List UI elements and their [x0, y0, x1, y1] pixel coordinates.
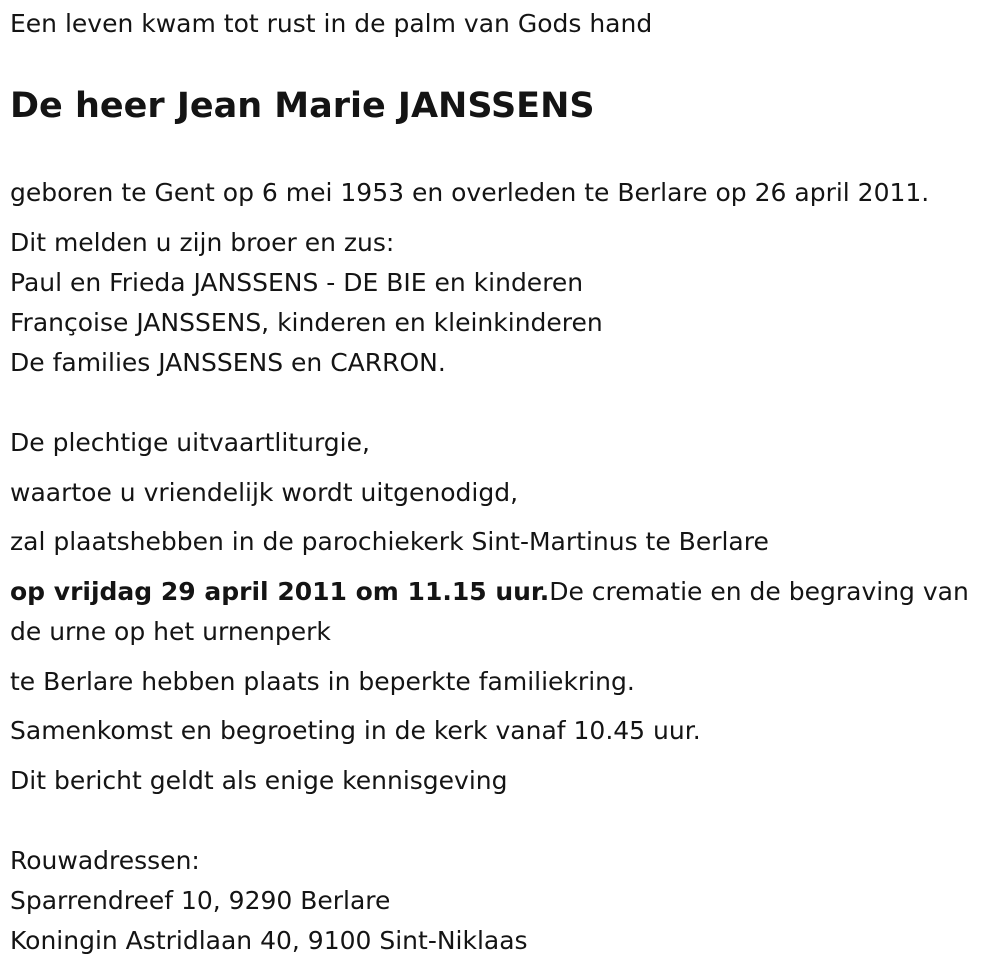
address-line: Sparrendreef 10, 9290 Berlare [10, 886, 391, 915]
birth-death-text: geboren te Gent op 6 mei 1953 en overleden te Berlare op 26 april 2011. [10, 178, 930, 207]
page-title: De heer Jean Marie JANSSENS [10, 86, 595, 126]
ceremony-date-line [10, 577, 969, 607]
ceremony-date-rest: De crematie en de begraving van [549, 577, 969, 606]
ceremony-line: De plechtige uitvaartliturgie, [10, 428, 370, 457]
addresses-heading: Rouwadressen: [10, 846, 200, 875]
intro-text: Een leven kwam tot rust in de palm van Gods hand [10, 9, 653, 38]
address-line: Koningin Astridlaan 40, 9100 Sint-Niklaas [10, 926, 528, 955]
ceremony-line: zal plaatshebben in de parochiekerk Sint-Martinus te Berlare [10, 527, 769, 556]
announcer-line: Paul en Frieda JANSSENS - DE BIE en kinderen [10, 268, 584, 297]
ceremony-line: de urne op het urnenperk [10, 617, 331, 646]
ceremony-line: waartoe u vriendelijk wordt uitgenodigd, [10, 478, 519, 507]
ceremony-line: Samenkomst en begroeting in de kerk vanaf 10.45 uur. [10, 716, 701, 745]
notice-line: Dit bericht geldt als enige kennisgeving [10, 766, 508, 795]
ceremony-line: te Berlare hebben plaats in beperkte familiekring. [10, 667, 635, 696]
ceremony-date: op vrijdag 29 april 2011 om 11.15 uur. [10, 577, 550, 606]
announcer-line: De families JANSSENS en CARRON. [10, 348, 446, 377]
announcer-line: Françoise JANSSENS, kinderen en kleinkinderen [10, 308, 603, 337]
announcers-heading: Dit melden u zijn broer en zus: [10, 228, 395, 257]
